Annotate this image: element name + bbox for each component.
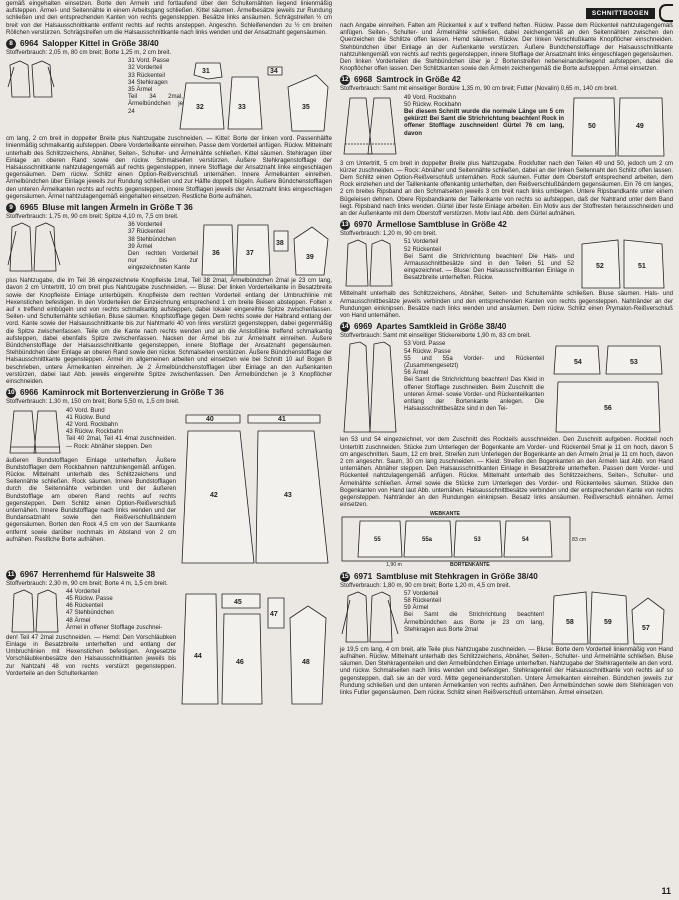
part-item: 40 Vord. Bund (66, 406, 105, 414)
fabric-usage: Stoffverbrauch: 2,30 m, 90 cm breit; Borte 4 m, 1,5 cm breit. (6, 579, 168, 587)
fabric-usage: Stoffverbrauch: Samt mit einseitiger Bordüre 1,35 m, 90 cm breit; Futter (Novalin) 0,65 m, 140 cm breit. (340, 85, 618, 93)
model-number-badge: 15 (341, 572, 349, 580)
model-code: 6971 (354, 571, 373, 581)
svg-text:58: 58 (566, 618, 574, 626)
svg-text:53: 53 (630, 359, 638, 367)
part-item: 49 Vord. Rockbahn (404, 93, 456, 101)
model-6964-heading (6, 39, 332, 49)
part-item: 51 Vorderteil (404, 238, 439, 246)
model-title: Ärmellose Samtbluse in Größe 42 (376, 220, 507, 230)
svg-text:56: 56 (604, 405, 612, 413)
model-title: Samtbluse mit Stehkragen in Größe 38/40 (376, 571, 538, 581)
part-item: 53 Vord. Passe (404, 340, 446, 348)
parts-list (128, 221, 198, 271)
svg-text:40: 40 (206, 415, 214, 423)
model-6966-body (6, 407, 332, 567)
part-item: 36 Vorderteil (128, 221, 163, 229)
part-item: 33 Rückenteil (128, 71, 165, 79)
part-item: 41 Rückw. Bund (66, 413, 111, 421)
part-item: 55 und 55a Vorder- und Rückenteil (Zusammengesetzt) (404, 354, 544, 370)
model-number-badge: 9 (6, 203, 16, 213)
instructions: äußeren Bundstofflagen Einlage unterheften. Äußere Bundstofflagen dem Rockbahnen nahtzuhlengemäß anfügen. Rückw. Mittelnaht unterhalb des Schlitzzeichens und Seitennähte schließen. Rock säumen. Innere Bundstofflagen durch die Seitennähte verbinden und der äußeren Bundstofflage am oberen Rand rechts auf rechts gegensteppen. Dem Schlitz einen Option-Reißverschluß unternähen. Innere Bundstofflage nach links wenden und der Bundansatznaht sowie den Reißverschlußbändern gegensäumen. Borten den Rock 4,5 cm von der Saumkante entfernt sowie darüber nochmals im Abstand von 2 cm aufnähen. Restliche Borte aufnähen. (6, 456, 176, 543)
hemd-pattern-pieces (180, 588, 330, 708)
model-number-badge: 10 (7, 389, 15, 397)
svg-text:59: 59 (604, 618, 612, 626)
samtrock-sketch (340, 94, 400, 160)
model-6970-heading (340, 220, 673, 230)
section-bracket-icon (659, 4, 673, 22)
model-6965-figure-block (6, 221, 332, 277)
model-6971-body (340, 590, 673, 646)
samtkleid-pattern-pieces (548, 340, 668, 436)
part-item: 45 Rückw. Passe (66, 594, 113, 602)
svg-text:48: 48 (302, 658, 310, 666)
samtbluse-sketch (340, 590, 400, 646)
part-item: 35 Ärmel (128, 86, 153, 94)
part-item: Teil 34 2mal, Ärmelbündchen je 24 (128, 93, 183, 115)
part-item: 56 Ärmel (404, 369, 429, 377)
fabric-usage: Stoffverbrauch: 2,05 m, 80 cm breit; Borte 1,25 m, 2 cm breit. (6, 49, 172, 57)
model-number-badge: 11 (7, 570, 15, 578)
model-6964-figure-block (6, 57, 332, 135)
svg-text:43: 43 (284, 491, 292, 499)
model-6968-heading (340, 75, 673, 85)
svg-text:39: 39 (306, 254, 314, 262)
model-title: Salopper Kittel in Größe 38/40 (42, 39, 159, 49)
part-item: 31 Vord. Passe (128, 57, 170, 65)
model-number-badge: 12 (341, 76, 349, 84)
model-title: Bluse mit langen Ärmeln in Größe T 36 (42, 203, 193, 213)
model-6967-head (6, 588, 176, 634)
fabric-usage: Stoffverbrauch: Samt mit einseitiger Stickereiborte 1,90 m, 83 cm breit. (340, 332, 531, 340)
model-6966-heading (6, 388, 332, 398)
fabric-usage: Stoffverbrauch: 1,20 m, 90 cm breit. (340, 230, 437, 238)
part-item: 57 Vorderteil (404, 589, 439, 597)
svg-text:33: 33 (238, 104, 246, 112)
rock-sketch (6, 407, 62, 457)
fabric-usage: Stoffverbrauch: 1,80 m, 90 cm breit; Borte 1,20 m, 4,5 cm breit. (340, 581, 511, 589)
svg-text:35: 35 (302, 104, 310, 112)
selvage-label: WEBKANTE (430, 510, 460, 517)
left-column (6, 0, 332, 708)
border-edge-label: BORTENKANTE (450, 561, 490, 568)
parts-list (66, 588, 176, 634)
svg-text:52: 52 (596, 263, 604, 271)
samtbluse-pattern-pieces (548, 590, 668, 646)
fabric-width-label: 1,90 m (386, 561, 402, 568)
fabric-height-label: 83 cm (572, 536, 587, 543)
model-6966-head (6, 407, 176, 457)
part-item: 52 Rückenteil (404, 245, 441, 253)
aermellose-bluse-sketch (340, 238, 400, 290)
parts-list (66, 407, 176, 457)
svg-text:54: 54 (574, 359, 582, 367)
model-code: 6967 (20, 569, 39, 579)
part-item: 34 Stehkragen (128, 78, 168, 86)
svg-text:45: 45 (234, 598, 242, 606)
part-item: 50 Rückw. Rockbahn (404, 100, 462, 108)
section-tab (586, 4, 673, 22)
part-item: 38 Stehbündchen (128, 235, 176, 243)
part-item: 59 Ärmel (404, 604, 429, 612)
section-tab-label: SCHNITTBOGEN (586, 8, 655, 19)
svg-text:53: 53 (474, 536, 481, 543)
parts-list (404, 340, 544, 436)
model-6970-body (340, 238, 673, 290)
svg-text:31: 31 (202, 68, 210, 76)
svg-text:36: 36 (212, 250, 220, 258)
svg-text:38: 38 (276, 240, 284, 248)
part-item: 47 Stehbündchen (66, 609, 114, 617)
fabric-usage: Stoffverbrauch: 1,75 m, 90 cm breit; Spitze 4,10 m, 7,5 cm breit. (6, 213, 179, 221)
svg-text:50: 50 (588, 122, 596, 130)
model-6967-textcol (6, 588, 176, 708)
svg-text:41: 41 (278, 415, 286, 423)
part-item: 32 Vorderteil (128, 64, 163, 72)
intro-text: nach Angabe einreihen. Falten am Rückenteil x auf x treffend heften. Rückw. Passe dem Rückenteil nahtzulagengemäß anfügen. Seiten-, Schulter- und Ärmelnähte schließen, dabei zeichengemäß an den Seitennähten zwischen den Querzeichen die Schlitze offen lassen. Hemd säumen. Rückw. Der linken Verschlußkante Knopflöcher einschneiden. Stehbündchen über Einlage an der Außenkante verstürzen. Äußere Bundchenstofflage der Halsausschnittkante nahtzuhlengemäß von rechts auf rechts gegensteppen, innere Stofflage der Ansatznaht links eingeschlagen gegensäumen. Den linken Vorderteilen die Stehbündchen über je 2 Bortenstreifen nebeneinanderliegend aufsteppen, dabei die Knopflöcher offen lassen. Den Schlitzkanten sowie den Ärmeln zeichengemäß die Borte aufsteppen. Ärmel einsetzen. (340, 22, 673, 73)
part-item: Teil 40 2mal, Teil 41 4mal zuschneiden. — Rock: Abnäher steppen. Den (66, 435, 176, 450)
parts-list (404, 94, 564, 160)
svg-text:44: 44 (194, 652, 202, 660)
instructions: len 53 und 54 eingezeichnet, vor dem Zuschnitt des Rockteils ausschneiden. Den Zuschnitt aufgeben. Rockteil noch Untertritt zuschneiden. Stücke zum Unterlegen der Bogenkante am Vorder- und Rückenteil 5mal je 11 cm hoch, davon 5 cm angeschnitten. Saum, 12 cm breit. Streifen zum Unterlegen der Bogenkante an den Ärmeln 2mal je 11 cm hoch, davon 2 cm angeschn. Saum, 30 cm lang zuschneiden. — Kleid: Streifen den Bogenkanten an den Ärmeln laut Abb. von Hand unternähen. Abnäher steppen. Den Halsausschnittkanten Einlage in Besatzbreite unterheften. Passen dem Vorder- und Rückenteil nahtzulagengemäß anfügen. Rückw. Mittelnaht unterhalb des Schlitzzeichens, Seiten-, Schulter- und Ärmelnähte schließen. Ärmel sowie die Stücke zum Unterlegen des Vorder- und Rückenteiles säumen. Stücke den Bogenkanten von Hand laut Abb. unternähen. Halsausschnittbesätze verbinden und der entsprechenden Kante von rechts gegensteppen. Nahtränder an den Rundungen einknipsen. Besatz links ansäumen. Reißverschluß einnähen. Ärmel einsetzen. (340, 436, 673, 509)
parts-list (404, 590, 544, 646)
model-code: 6965 (20, 203, 39, 213)
svg-text:57: 57 (642, 624, 650, 632)
svg-text:34: 34 (270, 68, 278, 76)
aermellose-bluse-pattern-pieces (578, 238, 668, 290)
model-6969-heading (340, 322, 673, 332)
svg-text:42: 42 (210, 491, 218, 499)
part-item: 42 Vord. Rockbahn (66, 420, 118, 428)
svg-text:55: 55 (374, 536, 381, 543)
model-6967-body (6, 588, 332, 708)
model-code: 6969 (354, 322, 373, 332)
page-number: 11 (661, 886, 671, 896)
part-item: 43 Rückw. Rockbahn (66, 428, 124, 436)
fabric-layout-diagram (340, 511, 673, 569)
part-item: Bei Samt die Strichrichtung beachten! Ärmelbündchen aus Borte je 23 cm lang, Stehkragen aus Borte 2mal (404, 611, 544, 633)
part-item: 37 Rückenteil (128, 228, 165, 236)
model-number-badge: 14 (341, 323, 349, 331)
part-item: 48 Ärmel (66, 616, 91, 624)
fabric-usage: Stoffverbrauch: 1,30 m, 150 cm breit; Borte 5,50 m, 1,5 cm breit. (6, 398, 180, 406)
svg-text:47: 47 (270, 610, 278, 618)
model-title: Apartes Samtkleid in Größe 38/40 (376, 322, 507, 332)
model-code: 6970 (354, 220, 373, 230)
instructions: cm lang, 2 cm breit in doppelter Breite plus Nahtzugabe zuschneiden. — Kittel: Borte der linken vord. Passenhälfte linienmäßig schmalkantig aufsteppen. Obere Vorderteilkante einreihen. Passe dem Vorderteil anfügen. Rückw. Mittelnaht unterhalb des Schlitzzeichens, Abnäher, Seiten-, Schulter- und Ärmelnähte schließen. Kittel säumen. Stehkragen über Einlage an oberen Rand sowie den rückw. Schmalseiten verstürzen. Äußere Stehkragenstofflage der Halsausschnittkante nahtzulagengemäß auf rechts gegensteppen, innere Stofflage der Ansatznaht linke eingeschlagen gegensäumen. Dem rückw. Schlitz einen Option-Reißverschluß unternähen. Innere Ärmelkanten einreihen. Ärmelbündchen über Einlage jeweils zur Rundung schließen und zur Hälfte doppelt bügeln. Äußere Bündchenstofflagen den unteren Ärmelkanten rechts auf rechts gegensteppen, innere Stofflagen jeweils der Ansatznaht links eingeschlagen gegensäumen. Ärmel nahtzulagengemäß eingehalten einsetzen. Restliche Borte aufnähen. (6, 135, 332, 200)
model-6968-body (340, 94, 673, 160)
rock-pattern-pieces (180, 407, 330, 567)
model-6967-heading (6, 570, 332, 580)
model-6965-heading (6, 203, 332, 213)
parts-list (128, 57, 183, 115)
part-item: Bei Samt die Strichrichtung beachten! Das Kleid in offener Stofflage zuschneiden. Beim Zuschnitt die unteren Ärmel- sowie Vorder- und Rückenteilkanten entlang der Bortenkante anlegen. Die Halsausschnittbesätze sind in den Tei- (404, 376, 544, 413)
model-title: Kaminrock mit Bortenverzierung in Größe T 36 (42, 388, 224, 398)
instructions: den! Teil 47 2mal zuschneiden. — Hemd: Den Vorschläubken Einlage in Besatzbreite unterheften und entlang der Umbruchlinien mit Hexenstichen befestigen. Angesetzte Vorschläubkenbesätze den Halsausschnittkanten jeweils bis zur Nahtzahl 48 von rechts verstürzt gegensteppen. Vorderteile an den Schulterkanten (6, 633, 176, 677)
svg-text:51: 51 (638, 263, 646, 271)
model-6969-body (340, 340, 673, 436)
model-number-badge: 13 (341, 221, 349, 229)
part-item: 44 Vorderteil (66, 587, 101, 595)
part-item: Den rechten Vorderteil nur bis zur eingezeichneten Kante (128, 250, 198, 272)
part-item: Bei diesem Schnitt wurde die normale Länge um 5 cm gekürzt! Bei Samt die Strichrichtung beachten! Rock in offener Stofflage zuschneiden! Gürtel 76 cm lang, davon (404, 108, 564, 137)
part-item: Bei Samt die Strichrichtung beachten! Die Hals- und Armausschnittbesätze sind in den Teilen 51 und 52 eingezeichnet. — Bluse: Den Halsausschnittkanten Einlage in Besatzbreite unterheften. Rückw. (404, 252, 574, 282)
parts-list (404, 238, 574, 290)
svg-text:32: 32 (196, 104, 204, 112)
model-number-badge: 8 (6, 39, 16, 49)
svg-text:49: 49 (636, 122, 644, 130)
part-item: 46 Rückenteil (66, 602, 103, 610)
model-6966-textcol (6, 407, 176, 567)
hemd-sketch (6, 588, 62, 634)
model-6971-heading (340, 572, 673, 582)
model-code: 6966 (20, 388, 39, 398)
svg-text:55a: 55a (422, 536, 433, 543)
samtrock-pattern-pieces (568, 94, 668, 160)
model-code: 6964 (20, 39, 39, 49)
model-title: Samtrock in Größe 42 (376, 75, 461, 85)
instructions: 3 cm Untertritt, 5 cm breit in doppelter Breite plus Nahtzugabe. Rockfutter nach den Teilen 49 und 50, jedoch um 2 cm kürzer zuschneiden. — Rock: Abnäher und Seitennähte schließen, dabei an der linken Seitennaht den Schlitz offen lassen. Dem Schlitz einen Option-Reißverschluß unternähen. Rock säumen. Futter dem Oberstoff entsprechend arbeiten, dem Rock einziehen und der Taillenkante offenkantig unterheften, den Reißverschlußbändern gegensäumen. Ein 76 cm langes, 2 cm breites Ripsband an den Schmalseiten jeweils 3 cm breit nach links umbiegen. Untere Ripsbandkante unter einem Bügeleisen dehnen. Obere Ripsbandkante der Taillenkante von rechts so aufsteppen, daß der Nahtrand unter dem Band liegt. Ripsband nach links wenden. Gürtel über feste Einlage arbeiten. Ein Motiv aus der Stoffresten herausschneiden und an der Außenkante mit dem Oberstoff verstürzen. Motiv laut Abb. dem Gürtel aufnähen. (340, 159, 673, 218)
svg-text:46: 46 (236, 658, 244, 666)
part-item: 58 Rückenteil (404, 596, 441, 604)
part-item: Ärmel in offener Stofflage zuschnei- (66, 623, 163, 631)
svg-text:37: 37 (246, 250, 254, 258)
model-title: Herrenhemd für Halsweite 38 (42, 569, 156, 579)
intro-text: gemäß eingehalten einsetzen. Borte den Ärmeln und fortlaufend über den Schulternähten liegend linienmäßig aufsteppen. Ärmel- und Seitennähte in einem Arbeitsgang schließen. Kittel säumen. Ärmelbesätze jeweils zur Rundung schließen und den entsprechenden Kanten von rechts gegensteppen. Besätze links ansäumen. Schrägstreifen ½ cm breit von der Halsausschnittkante entfernt rechts auf rechts ansteppen. Angeschn. Schleifenenden zu ½ cm breiten Röllchen verstürzen. Schrägstreifen um die Halsausschnittkante nach links wenden und der Ansatznaht gegensäumen. (6, 0, 332, 36)
instructions: Mittelnaht unterhalb des Schlitzzeichens, Abnäher, Seiten- und Schulternähte schließen. Bluse säumen. Hals- und Armausschnittbesätze jeweils verbinden und den entsprechenden Kanten von rechts gegensteppen. Nahtränder an der Rundungen einknipsen. Besätze nach links wenden und ansäumen. Dem rückw. Schlitz einen Prymalon-Reißverschluß von Hand unternähen. (340, 290, 673, 320)
samtkleid-sketch (340, 340, 400, 436)
part-item: 39 Ärmel (128, 242, 153, 250)
instructions: je 19,5 cm lang, 4 cm breit, alle Teile plus Nahtzugabe zuschneiden. — Bluse: Borte dem Vorderteil linienmäßig von Hand aufnähen. Rückw. Mittelnaht unterhalb des Schlitzzeichens, Abnäher, Seiten-, Schulter- und Ärmelnähte schließen. Bluse säumen. Den Stehkragenteilen und den Ärmelbündchen Einlage unterheften. Nahtzugabe der Stehkragenteile an den vord. und rückw. Schmalseiten nach links wenden und befestigen. Stehkragenteil der Halsausschnittkante von rechts auf so gegensteppen, daß sie an der vord. Mitte gegeneinanderstoßen. Untere Ärmelkanten einreihen. Bündchen jeweils zur Rundung schließen und den unteren Ärmelkanten von rechts aufnähen. Den Ärmelbündchen sowie dem Stehkragen von links Futter gegensäumen. Dem rückw. Schlitz einen Reißverschluß unternähen. Ärmel einsetzen. (340, 645, 673, 696)
svg-text:54: 54 (522, 536, 529, 543)
right-column (340, 22, 673, 697)
fabric-layout-svg (340, 511, 673, 569)
part-item: 54 Rückw. Passe (404, 347, 451, 355)
model-code: 6968 (354, 75, 373, 85)
instructions: plus Nahtzugabe, die im Teil 36 eingezeichnete Knopfleiste 1mal, Teil 38 2mal, Ärmelbündchen 2mal je 23 cm lang, davon 2 cm Untertritt, 10 cm breit plus Nahtzugabe zuschneiden. — Bluse: Der linken Vorderteilkante in Besatzbreite sowie der Knopfleiste Einlage unterbügeln. Knopfleiste dem rechten Vorderteil entlang der Umbruchlinie mit Hexenstichen befestigen. In den Vorderteilen der Einzeichnung entsprechend 1 cm breite Biesen absteppen. Folten x auf x treffend einbügeln und von rechts schmalkantig aufsteppen, dabei lokaler eingereihte Spitze zwischenfassen. Seiten- und Schulternähte schließen. Bluse säumen. Knopfstofflage gegen. Dem rechts sowie der Halbrand entlang der vord. Kante sowie der Halsausschnittkante bis zur Nahtmarki 40 von links verstürzt gegensteppen, dabei gegenmäßig die Spitze zwischenfassen. Teile um die Kante nach rechts wenden und an die Anstoßlinie treffend schmalkantig aufsteppen, dabei ebenfalls Spitze zwischenfassen. Nacken der Ärmel bis zur Ärmelnaht einreihen. Äußere Bündchenstofflage der Halsausschnittkante gegensteppen, innere Stofflage der Ansatznaht gegensäumen. Stehbündchen über Einlage an oberen Rand sowie den rückw. Schmalseiten verstürzen. Äußere Bündchenstofflage der Halsausschnittkante gegensteppen. Ärmel im allgemeinen arbeiten und einsetzen wie bei Schnitt 10 auf Bogen B beschrieben, untere Ärmelkanten einreihen. Je 2 Ärmelbündchenstofflagen über Einlage an den Außenkanten verstürzen, dabei laut Abb. jeweils eingereihte Spitze zwischenfassen. Den Ärmelbündchen je 3 Knopflöcher einschneiden. (6, 277, 332, 386)
